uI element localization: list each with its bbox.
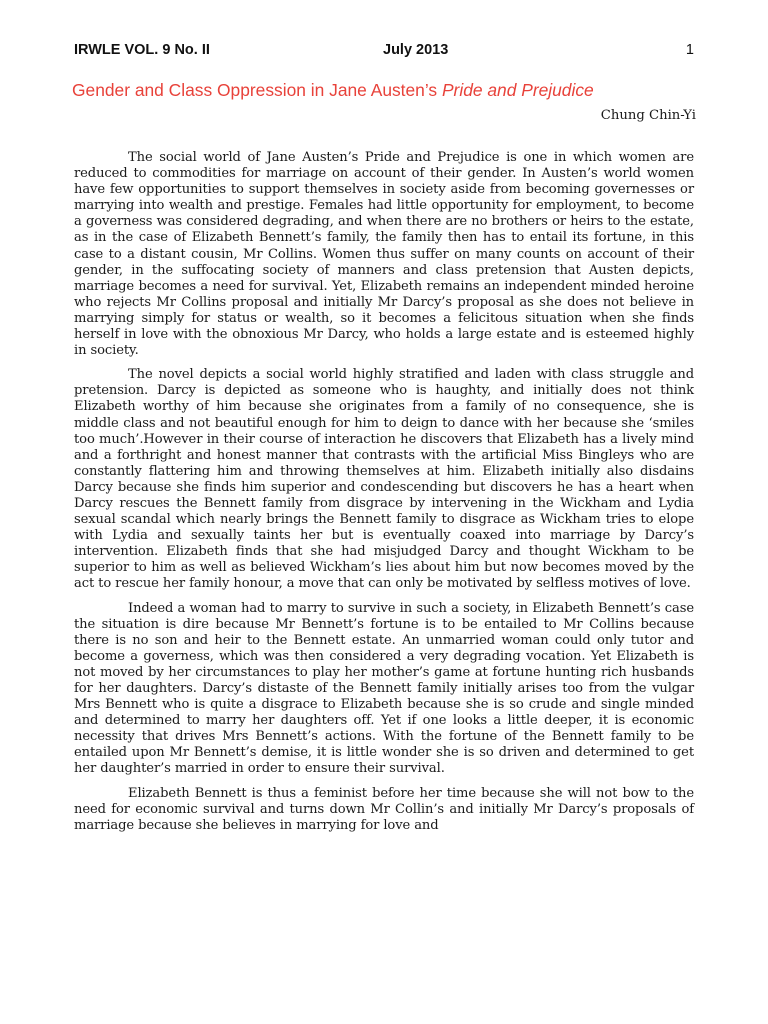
body-paragraph: Elizabeth Bennett is thus a feminist before her time because she will not bow to the need for economic survival and turns down Mr Collin’s and initially Mr Darcy’s proposals of marriage because she believes in marrying for love and [74,785,694,833]
body-paragraph: Indeed a woman had to marry to survive in such a society, in Elizabeth Bennett’s case the situation is dire because Mr Bennett’s fortune is to be entailed to Mr Collins because there is no son and heir to the Bennett estate. An unmarried woman could only tutor and become a governess, which was then considered a very degrading vocation. Yet Elizabeth is not moved by her circumstances to play her mother’s game at fortune hunting rich husbands for her daughters. Darcy’s distaste of the Bennett family initially arises too from the vulgar Mrs Bennett who is quite a disgrace to Elizabeth because she is so crude and single minded and determined to marry her daughters off. Yet if one looks a little deeper, it is economic necessity that drives Mrs Bennett’s actions. With the fortune of the Bennett family to be entailed upon Mr Bennett’s demise, it is little wonder she is so driven and determined to get her daughter’s married in order to ensure their survival. [74,600,694,777]
running-header [74,42,694,62]
issue-date: July 2013 [383,42,449,58]
article-title-main: Gender and Class Oppression in Jane Austen’s [72,79,442,100]
article-author: Chung Chin-Yi [600,108,696,123]
body-paragraph: The novel depicts a social world highly stratified and laden with class struggle and pretension. Darcy is depicted as someone who is haughty, and initially does not think Elizabeth worthy of him because she originates from a family of no consequence, she is middle class and not beautiful enough for him to deign to dance with her because she ‘smiles too much’.However in their course of interaction he discovers that Elizabeth has a lively mind and a forthright and honest manner that contrasts with the artificial Miss Bingleys who are constantly flattering him and throwing themselves at him. Elizabeth initially also disdains Darcy because she finds him superior and condescending but discovers he has a heart when Darcy rescues the Bennett family from disgrace by intervening in the Wickham and Lydia sexual scandal which nearly brings the Bennett family to disgrace as Wickham tries to elope with Lydia and sexually taints her but is eventually coaxed into marriage by Darcy’s intervention. Elizabeth finds that she had misjudged Darcy and thought Wickham to be superior to him as well as believed Wickham’s lies about him but now becomes moved by the act to rescue her family honour, a move that can only be motivated by selfless motives of love. [74,367,694,592]
article-body [74,150,694,842]
journal-volume: IRWLE VOL. 9 No. II [74,42,210,58]
page-number: 1 [685,42,694,58]
article-title [72,80,712,101]
article-title-italic: Pride and Prejudice [441,79,594,100]
body-paragraph: The social world of Jane Austen’s Pride and Prejudice is one in which women are reduced to commodities for marriage on account of their gender. In Austen’s world women have few opportunities to support themselves in society aside from becoming governesses or marrying into wealth and prestige. Females had little opportunity for employment, to become a governess was considered degrading, and when there are no brothers or heirs to the estate, as in the case of Elizabeth Bennett’s family, the family then has to entail its fortune, in this case to a distant cousin, Mr Collins. Women thus suffer on many counts on account of their gender, in the suffocating society of manners and class pretension that Austen depicts, marriage becomes a need for survival. Yet, Elizabeth remains an independent minded heroine who rejects Mr Collins proposal and initially Mr Darcy’s proposal as she does not believe in marrying simply for status or wealth, so it becomes a felicitous situation when she finds herself in love with the obnoxious Mr Darcy, who holds a large estate and is esteemed highly in society. [74,150,694,359]
